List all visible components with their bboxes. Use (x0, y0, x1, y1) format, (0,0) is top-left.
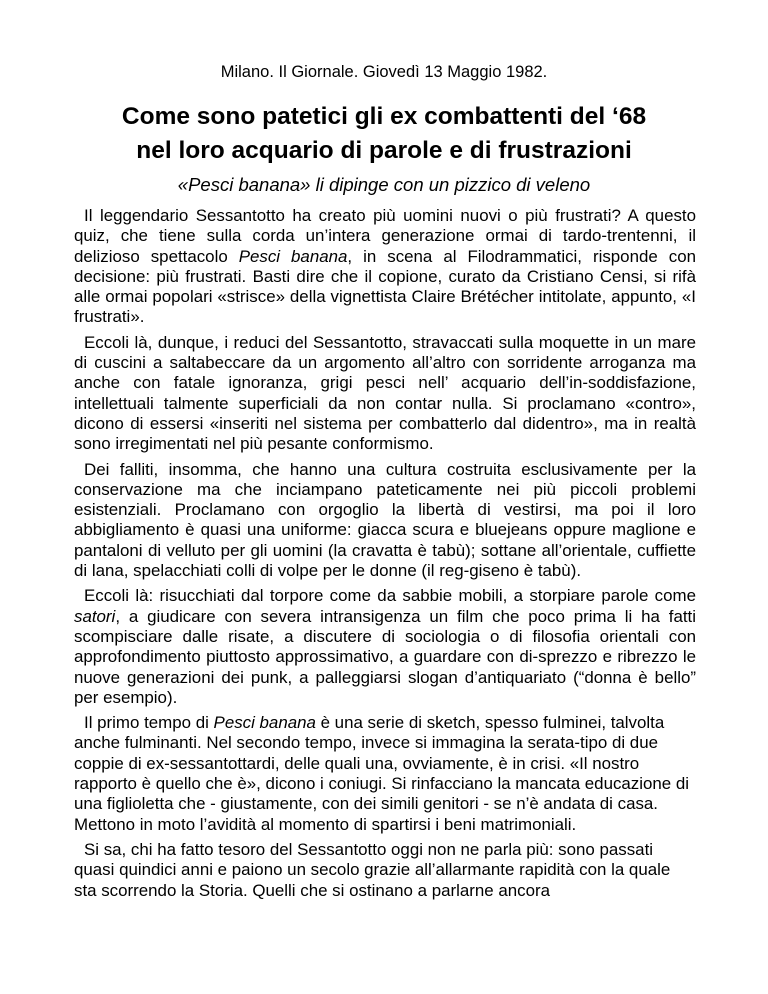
paragraph-3: Dei falliti, insomma, che hanno una cultura costruita esclusivamente per la conservazione ma che inciampano pateticamente nei più piccoli problemi esistenziali. Proclamano con orgoglio la libertà di vestirsi, ma poi il loro abbigliamento è quasi una uniforme: giacca scura e bluejeans oppure maglione e pantaloni di velluto per gli uomini (la cravatta è tabù); sottane all’orientale, cuffiette di lana, spelacchiati colli di volpe per le donne (il reg-giseno è tabù). (74, 459, 696, 581)
paragraph-4-text-c: , a giudicare con severa intransigenza un film che poco prima li ha fatti scompisciare dalle risate, a discutere di sociologia o di filosofia orientali con approfondimento piuttosto approssimativo, a guardare con di-sprezzo e ribrezzo le nuove generazioni dei punk, a palleggiarsi slogan d’antiquariato (“donna è bello” per esempio). (74, 606, 696, 707)
headline-line-1: Come sono patetici gli ex combattenti del ‘68 (121, 103, 647, 130)
paragraph-4-text-a: Eccoli là: risucchiati dal torpore come da sabbie mobili, a storpiare parole come (84, 586, 696, 606)
satori-italic: satori (74, 606, 116, 626)
headline (0, 100, 768, 168)
show-title-italic-2: Pesci banana (213, 713, 316, 733)
paragraph-6: Si sa, chi ha fatto tesoro del Sessantotto oggi non ne parla più: sono passati quasi quindici anni e paiono un secolo grazie all’allarmante rapidità con la quale sta scorrendo la Storia. Quelli che si ostinano a parlarne ancora (74, 839, 671, 900)
paragraph-5-text-a: Il primo tempo di (84, 713, 214, 733)
paragraph-1-text-c: , in scena al Filodrammatici, risponde con decisione: più frustrati. Basti dire che il copione, curato da Cristiano Censi, si rifà alle ormai popolari «strisce» della vignettista Claire Brétécher intitolate, appunto, «I frustrati». (74, 246, 696, 327)
dateline: Milano. Il Giornale. Giovedì 13 Maggio 1982. (220, 63, 548, 81)
paragraph-1 (74, 206, 696, 328)
paragraph-5-text-c: è una serie di sketch, spesso fulminei, talvolta anche fulminanti. Nel secondo tempo, invece si immagina la serata-tipo di due coppie di ex-sessantottardi, delle quali una, ovviamente, è in crisi. «Il nostro rapporto è quello che è», dicono i coniugi. Si rinfacciano la mancata educazione di una figlioletta che - giustamente, con dei simili genitori - se n’è andata di casa. Mettono in moto l’avidità al momento di spartirsi i beni matrimoniali. (74, 713, 690, 834)
show-title-italic: Pesci banana (238, 246, 348, 266)
subtitle: «Pesci banana» li dipinge con un pizzico di veleno (177, 174, 591, 195)
article-body (74, 206, 696, 906)
paragraph-4 (74, 586, 696, 708)
headline-line-2: nel loro acquario di parole e di frustrazioni (136, 137, 632, 164)
paragraph-5 (74, 713, 696, 835)
paragraph-1-text-a: Il leggendario Sessantotto ha creato più uomini nuovi o più frustrati? A questo quiz, che tiene sulla corda un’intera generazione ormai di tardo-trentenni, il delizioso spettacolo (74, 206, 696, 266)
paragraph-2: Eccoli là, dunque, i reduci del Sessantotto, stravaccati sulla moquette in un mare di cuscini a saltabeccare da un argomento all’altro con sorridente arroganza ma anche con fatale ignoranza, grigi pesci nell’ acquario dell’in-soddisfazione, intellettuali talmente superficiali da non contar nulla. Si proclamano «contro», dicono di essersi «inseriti nel sistema per combatterlo dal didentro», ma in realtà sono irregimentati nel più pesante conformismo. (74, 332, 696, 454)
